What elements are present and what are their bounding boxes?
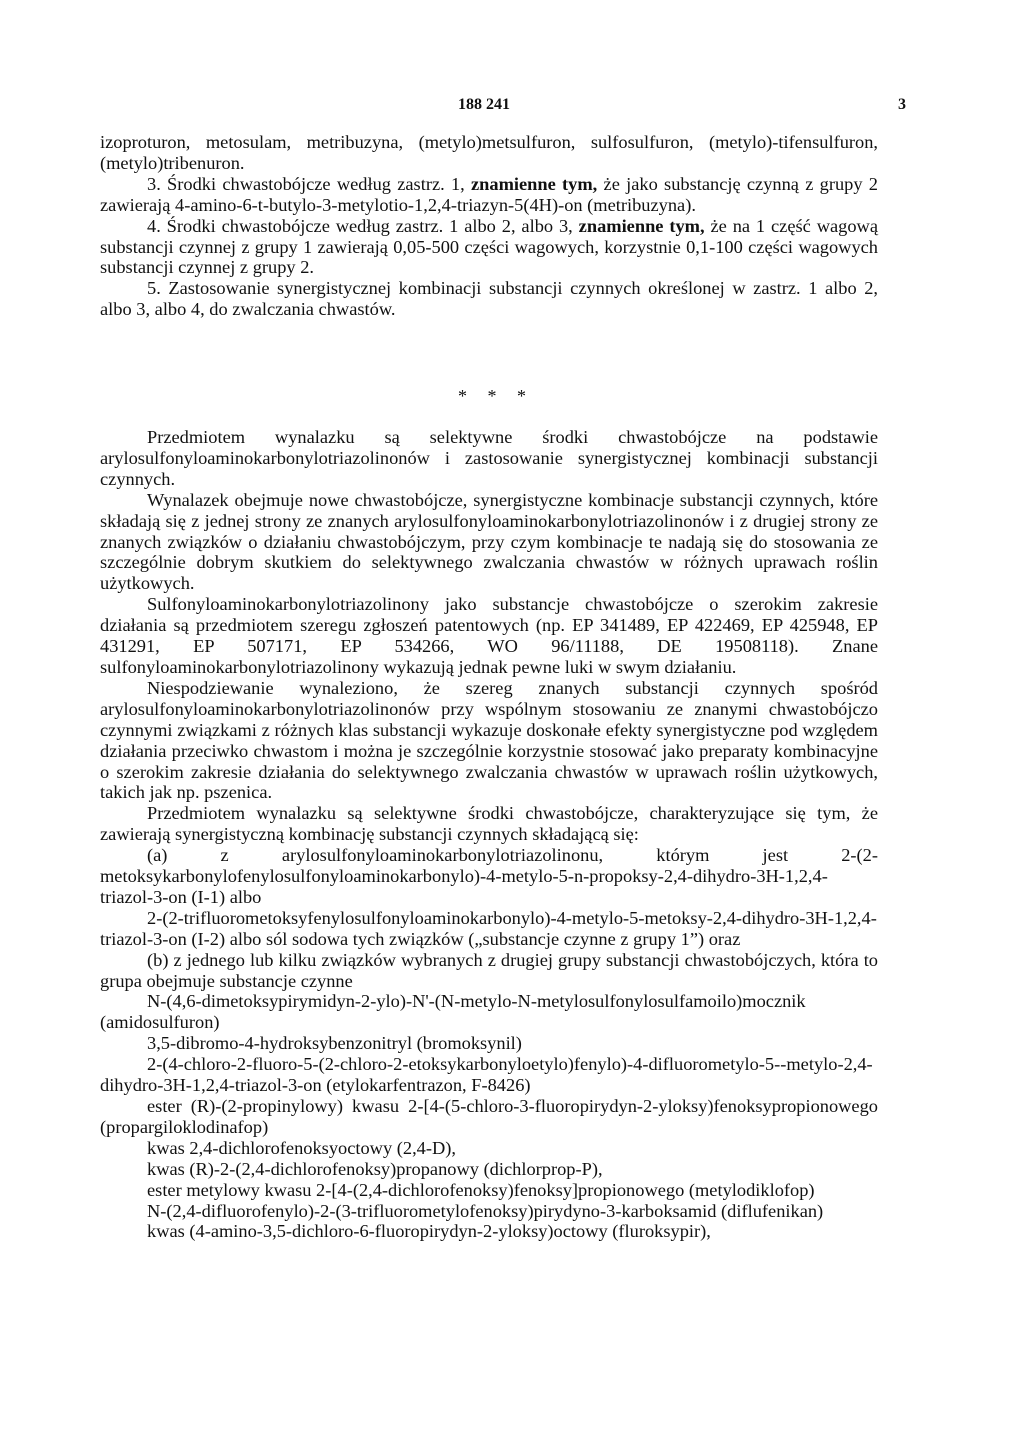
substance-item: kwas (4-amino-3,5-dichloro-6-fluoropirydyn-2-yloksy)octowy (fluroksypir), xyxy=(147,1221,711,1242)
paragraph: Niespodziewanie wynaleziono, że szereg znanych substancji czynnych spośród arylosulfonyloaminokarbonylotriazolinonów przy wspólnym stosowaniu ze znanymi chwastobójczo czynnymi związkami z różnych klas substancji wykazuje doskonałe efekty synergistyczne pod względem działania przeciwko chwastom i można je szczególnie korzystnie stosować jako preparaty kombinacyjne o szerokim zakresie działania do selektywnego zwalczania chwastów w uprawach roślin użytkowych, takich jak np. pszenica. xyxy=(100,677,878,803)
substance-item: 3,5-dibromo-4-hydroksybenzonitryl (bromoksynil) xyxy=(147,1033,522,1054)
section-separator: * * * xyxy=(458,386,534,406)
claim-continuation: izoproturon, metosulam, metribuzyna, (metylo)metsulfuron, sulfosulfuron, (metylo)-tifensulfuron, (metylo)tribenuron. xyxy=(100,132,878,173)
claim-3-emphasis: znamienne tym, xyxy=(471,173,598,194)
component-a-alt: 2-(2-trifluorometoksyfenylosulfonyloaminokarbonylo)-4-metylo-5-metoksy-2,4-dihydro-3H-1,2,4-triazol-3-on (I-2) albo sól sodowa tych związków („substancje czynne z grupy 1”) oraz xyxy=(100,907,877,949)
claim-3 xyxy=(100,174,878,216)
substance-item: 2-(4-chloro-2-fluoro-5-(2-chloro-2-etoksykarbonyloetylo)fenylo)-4-difluorometylo-5--metylo-2,4-dihydro-3H-1,2,4-triazol-3-on (etylokarfentrazon, F-8426) xyxy=(100,1054,873,1096)
paragraph: Przedmiotem wynalazku są selektywne środki chwastobójcze, charakteryzujące się tym, że zawierają synergistyczną kombinację substancji czynnych składającą się: xyxy=(100,803,878,845)
substance-item: N-(2,4-difluorofenylo)-2-(3-trifluorometylofenoksy)pirydyno-3-karboksamid (diflufenikan) xyxy=(147,1200,824,1221)
claim-4-intro: 4. Środki chwastobójcze według zastrz. 1 albo 2, albo 3, xyxy=(147,215,573,236)
component-a: (a) z arylosulfonyloaminokarbonylotriazolinonu, którym jest 2-(2-metoksykarbonylofenylosulfonyloaminokarbonylo)-4-metylo-5-n-propoksy-2,4-dihydro-3H-1,2,4-triazol-3-on (I-1) albo xyxy=(100,845,878,907)
claim-4-body: że na 1 część wagową substancji czynnej z grupy 1 zawierają 0,05-500 części wagowych, korzystnie 0,1-100 części wagowych substancji czynnej z grupy 2. xyxy=(100,215,878,278)
claim-3-body: że jako substancję czynną z grupy 2 zawierają 4-amino-6-t-butylo-3-metylotio-1,2,4-triazyn-5(4H)-on (metribuzyna). xyxy=(100,173,878,215)
claim-4-emphasis: znamienne tym, xyxy=(578,215,705,236)
substance-item: N-(4,6-dimetoksypirymidyn-2-ylo)-N'-(N-metylo-N-metylosulfonylosulfamoilo)mocznik (amidosulfuron) xyxy=(100,991,806,1033)
substance-item: kwas (R)-2-(2,4-dichlorofenoksy)propanowy (dichlorprop-P), xyxy=(147,1158,603,1179)
description-section xyxy=(100,427,878,1242)
substance-item: ester (R)-(2-propinylowy) kwasu 2-[4-(5-chloro-3-fluoropirydyn-2-yloksy)fenoksypropionowego (propargiloklodinafop) xyxy=(100,1096,878,1137)
paragraph: Wynalazek obejmuje nowe chwastobójcze, synergistyczne kombinacje substancji czynnych, które składają się z jednej strony ze znanych arylosulfonyloaminokarbonylotriazolinonów i z drugiej strony ze znanych związków o działaniu chwastobójczym, przy czym kombinacje te nadają się do stosowania ze szczególnie dobrym skutkiem do selektywnego zwalczania chwastów w różnych uprawach roślin użytkowych. xyxy=(100,489,878,594)
substance-item: kwas 2,4-dichlorofenoksyoctowy (2,4-D), xyxy=(147,1137,456,1158)
claims-section xyxy=(100,132,878,320)
paragraph: Sulfonyloaminokarbonylotriazolinony jako substancje chwastobójcze o szerokim zakresie działania są przedmiotem szeregu zgłoszeń patentowych (np. EP 341489, EP 422469, EP 425948, EP 431291, EP 507171, EP 534266, WO 96/11188, DE 19508118). Znane sulfonyloaminokarbonylotriazolinony wykazują jednak pewne luki w swym działaniu. xyxy=(100,594,878,677)
page-number: 3 xyxy=(898,96,906,113)
component-b: (b) z jednego lub kilku związków wybranych z drugiej grupy substancji chwastobójczych, która to grupa obejmuje substancje czynne xyxy=(100,949,878,991)
claim-3-intro: 3. Środki chwastobójcze według zastrz. 1, xyxy=(147,173,465,194)
substance-item: ester metylowy kwasu 2-[4-(2,4-dichlorofenoksy)fenoksy]propionowego (metylodiklofop) xyxy=(147,1179,815,1200)
claim-4 xyxy=(100,216,878,279)
paragraph: Przedmiotem wynalazku są selektywne środki chwastobójcze na podstawie arylosulfonyloaminokarbonylotriazolinonów i zastosowanie synergistycznej kombinacji substancji czynnych. xyxy=(100,427,878,489)
page-header xyxy=(0,96,1024,118)
claim-5: 5. Zastosowanie synergistycznej kombinacji substancji czynnych określonej w zastrz. 1 albo 2, albo 3, albo 4, do zwalczania chwastów. xyxy=(100,278,878,320)
patent-number: 188 241 xyxy=(458,96,510,113)
